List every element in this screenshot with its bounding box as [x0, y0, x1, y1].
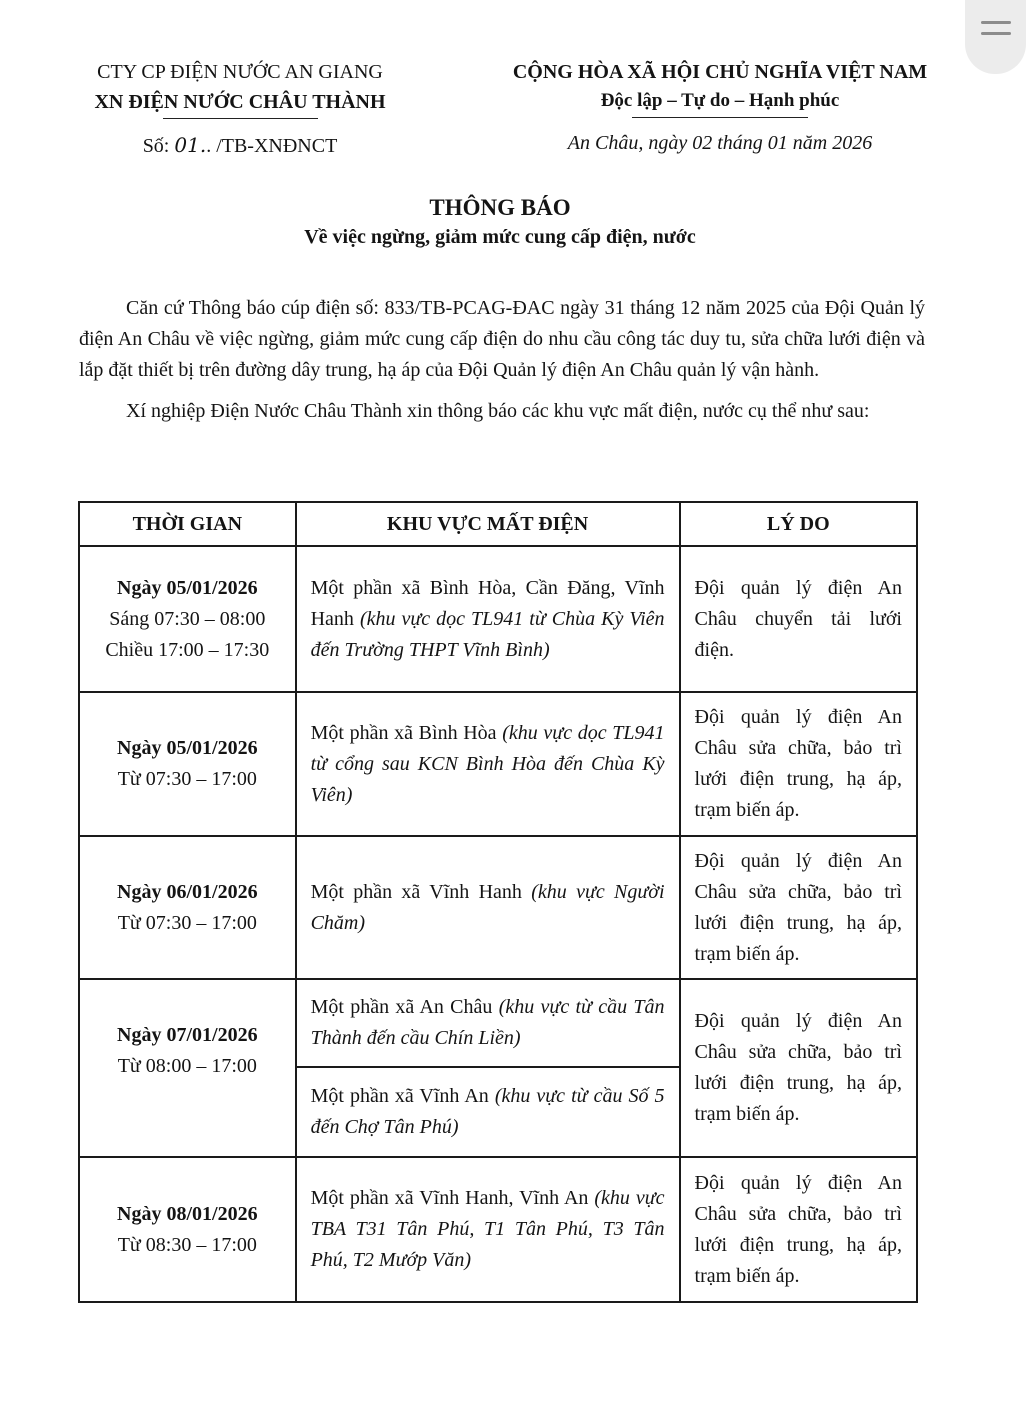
- viewer-menu-button[interactable]: [965, 0, 1026, 74]
- header-reason: LÝ DO: [680, 502, 917, 546]
- reason-cell: Đội quản lý điện An Châu sửa chữa, bảo trì lưới điện trung, hạ áp, trạm biến áp.: [680, 1157, 917, 1302]
- time-slot: Từ 07:30 – 17:00: [117, 768, 257, 790]
- area-name: Một phần xã Vĩnh Hanh: [310, 880, 532, 903]
- hamburger-menu-icon: [981, 21, 1011, 24]
- time-cell: [79, 836, 296, 979]
- body-text: [79, 293, 925, 427]
- reason-cell: Đội quản lý điện An Châu chuyển tải lưới điện.: [680, 546, 917, 692]
- area-detail: (khu vực dọc TL941 từ Chùa Kỳ Viên đến Trường THPT Vĩnh Bình): [310, 607, 665, 661]
- document-number: [70, 130, 410, 161]
- area-cell: [296, 979, 680, 1067]
- outage-date: Ngày 06/01/2026: [117, 880, 258, 903]
- body-paragraph: Căn cứ Thông báo cúp điện số: 833/TB-PCAG-ĐAC ngày 31 tháng 12 năm 2025 của Đội Quản lý điện An Châu về việc ngừng, giảm mức cung cấp điện do nhu cầu công tác duy tu, sửa chữa lưới điện và lắp đặt thiết bị trên đường dây trung, hạ áp của Đội Quản lý điện An Châu quản lý vận hành.: [79, 297, 925, 381]
- table-row: [79, 979, 917, 1067]
- area-cell: [296, 1067, 680, 1157]
- time-cell: [79, 546, 296, 692]
- nation-name: CỘNG HÒA XÃ HỘI CHỦ NGHĨA VIỆT NAM: [512, 61, 928, 83]
- reason-cell: Đội quản lý điện An Châu sửa chữa, bảo trì lưới điện trung, hạ áp, trạm biến áp.: [680, 979, 917, 1157]
- document-title: [200, 193, 800, 251]
- issuer-header: [70, 57, 410, 161]
- table-row: [79, 692, 917, 836]
- national-motto: Độc lập – Tự do – Hạnh phúc: [600, 90, 840, 111]
- time-slot: Từ 08:30 – 17:00: [117, 1233, 257, 1256]
- area-cell: [296, 546, 680, 692]
- place-date: An Châu, ngày 02 tháng 01 năm 2026: [567, 132, 873, 154]
- doc-no-suffix: . /TB-XNĐNCT: [206, 135, 338, 157]
- area-cell: [296, 692, 680, 836]
- outage-date: Ngày 05/01/2026: [117, 737, 258, 759]
- time-cell: [79, 692, 296, 836]
- table-header-row: [79, 502, 917, 546]
- table-row: [79, 1157, 917, 1302]
- table-row: [79, 546, 917, 692]
- area-detail: (khu vực từ cầu Số 5 đến Chợ Tân Phú): [310, 1085, 665, 1138]
- title-subject: Về việc ngừng, giảm mức cung cấp điện, nước: [304, 226, 696, 248]
- time-cell: [79, 1157, 296, 1302]
- area-detail: (khu vực dọc TL941 từ cổng sau KCN Bình Hòa đến Chùa Kỳ Viên): [310, 721, 665, 806]
- area-cell: [296, 836, 680, 979]
- hamburger-menu-icon-bar: [981, 32, 1011, 35]
- table-row: [79, 836, 917, 979]
- outage-date: Ngày 08/01/2026: [117, 1202, 258, 1225]
- divider: [632, 117, 808, 118]
- time-cell: [79, 979, 296, 1157]
- divider: [163, 118, 318, 119]
- reason-cell: Đội quản lý điện An Châu sửa chữa, bảo trì lưới điện trung, hạ áp, trạm biến áp.: [680, 692, 917, 836]
- doc-no-handwritten: 01.: [174, 133, 207, 157]
- area-cell: [296, 1157, 680, 1302]
- area-detail: (khu vực Người Chăm): [310, 880, 665, 934]
- national-header: [470, 57, 970, 158]
- reason-cell: Đội quản lý điện An Châu sửa chữa, bảo trì lưới điện trung, hạ áp, trạm biến áp.: [680, 836, 917, 979]
- body-paragraph: Xí nghiệp Điện Nước Châu Thành xin thông báo các khu vực mất điện, nước cụ thể như sau:: [126, 400, 870, 422]
- parent-company: CTY CP ĐIỆN NƯỚC AN GIANG: [97, 61, 383, 83]
- area-name: Một phần xã Vĩnh An: [310, 1085, 495, 1107]
- time-slot: Chiều 17:00 – 17:30: [105, 638, 270, 661]
- area-detail: (khu vực từ cầu Tân Thành đến cầu Chín Liền): [310, 996, 665, 1049]
- area-name: Một phần xã Bình Hòa: [310, 721, 503, 744]
- time-slot: Từ 07:30 – 17:00: [117, 911, 257, 934]
- title-main: THÔNG BÁO: [429, 195, 571, 220]
- header-area: KHU VỰC MẤT ĐIỆN: [296, 502, 680, 546]
- issuing-unit: XN ĐIỆN NƯỚC CHÂU THÀNH: [94, 91, 386, 113]
- outage-schedule-table: [78, 501, 918, 1303]
- time-slot: Sáng 07:30 – 08:00: [109, 607, 266, 630]
- doc-no-label: Số:: [142, 135, 170, 157]
- time-slot: Từ 08:00 – 17:00: [117, 1055, 257, 1077]
- outage-date: Ngày 07/01/2026: [117, 1024, 258, 1046]
- outage-date: Ngày 05/01/2026: [117, 576, 258, 599]
- area-detail: (khu vực TBA T31 Tân Phú, T1 Tân Phú, T3 Tân Phú, T2 Mướp Văn): [310, 1187, 665, 1271]
- area-name: Một phần xã An Châu: [310, 996, 499, 1018]
- header-time: THỜI GIAN: [79, 502, 296, 546]
- area-name: Một phần xã Vĩnh Hanh, Vĩnh An: [310, 1187, 595, 1209]
- area-name: Một phần xã Bình Hòa, Cần Đăng, Vĩnh Hanh: [310, 576, 665, 630]
